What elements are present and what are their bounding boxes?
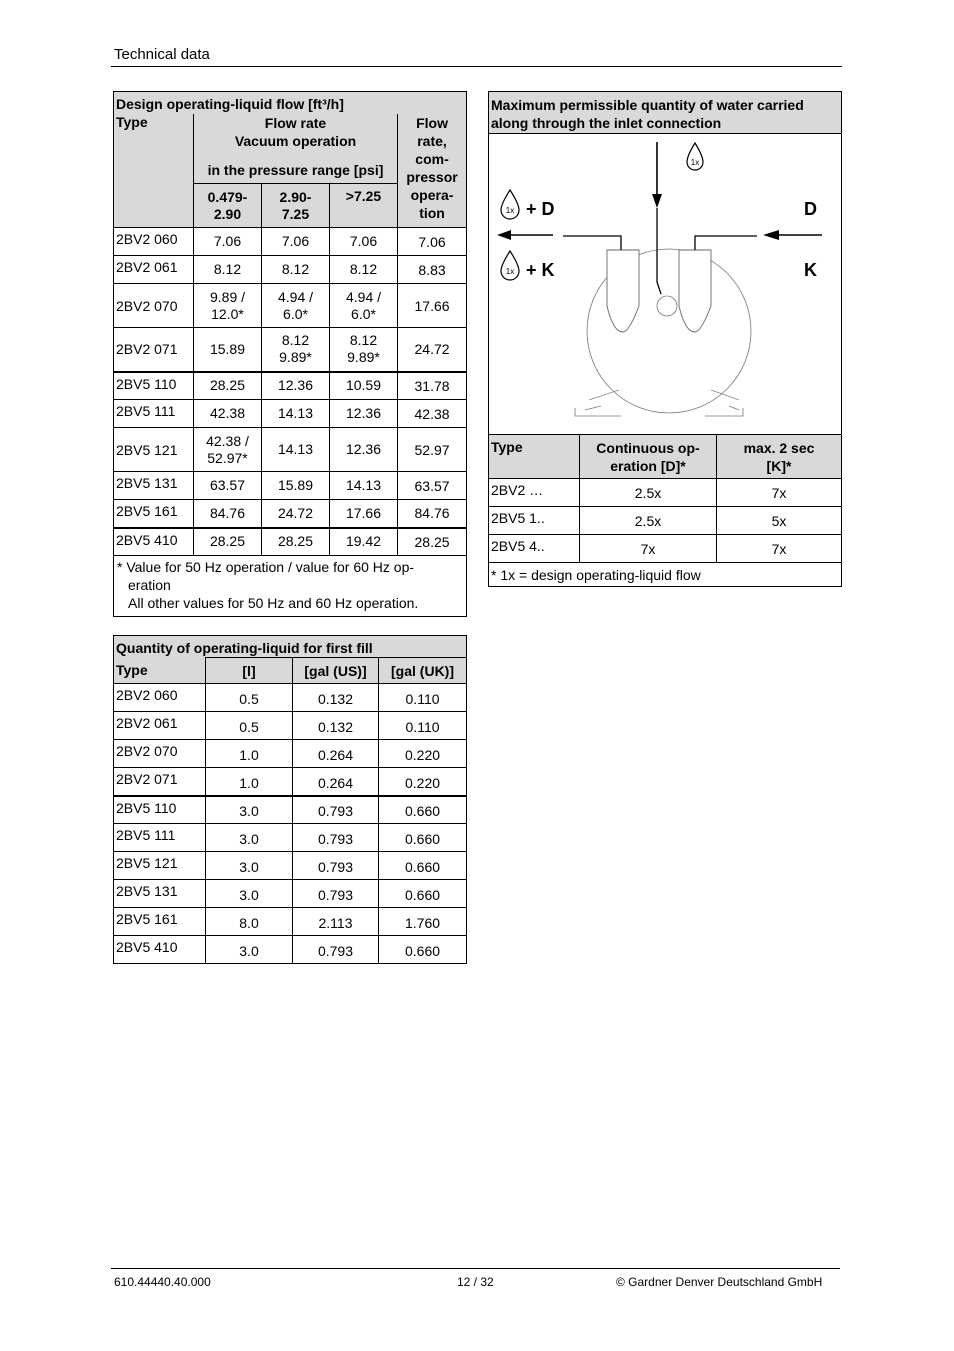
row-litres: 3.0 bbox=[206, 880, 293, 908]
header-line: Continuous op- bbox=[596, 439, 700, 456]
row-compressor-value: 63.57 bbox=[398, 472, 467, 500]
droplet-icon bbox=[687, 143, 703, 170]
row-compressor-value: 17.66 bbox=[398, 284, 467, 328]
row-gal-uk: 0.220 bbox=[379, 740, 467, 768]
row-range-3-value bbox=[330, 500, 398, 528]
table-row bbox=[114, 740, 467, 768]
pump-shaft bbox=[657, 296, 677, 316]
row-gal-us: 0.132 bbox=[293, 712, 379, 740]
row-type: 2BV2 071 bbox=[114, 328, 194, 372]
droplet-label: 1x bbox=[505, 206, 515, 215]
label-plus-k: + K bbox=[526, 260, 555, 280]
note-line-1a: Value for 50 Hz operation / value for 60 Hz op- bbox=[126, 559, 415, 575]
flow-col-type-spacer bbox=[114, 158, 194, 184]
footer-copyright: © Gardner Denver Deutschland GmbH bbox=[616, 1275, 823, 1289]
row-type: 2BV2 061 bbox=[114, 712, 206, 740]
table-row bbox=[114, 328, 467, 372]
header-divider bbox=[111, 66, 842, 67]
row-range-2-value-line: 24.72 bbox=[277, 504, 314, 521]
table-row bbox=[114, 472, 467, 500]
row-range-2-value-line: 6.0* bbox=[283, 305, 308, 322]
row-range-2-value-line: 14.13 bbox=[277, 441, 314, 457]
row-type: 2BV5 1.. bbox=[489, 507, 580, 535]
water-col-type: Type bbox=[489, 435, 580, 479]
row-type: 2BV5 131 bbox=[114, 472, 194, 500]
row-compressor-value: 28.25 bbox=[398, 528, 467, 556]
row-gal-us: 0.793 bbox=[293, 824, 379, 852]
row-gal-us: 0.793 bbox=[293, 852, 379, 880]
row-range-2-value-line: 8.12 bbox=[281, 261, 310, 277]
water-carryover-table bbox=[488, 91, 842, 587]
table-row bbox=[114, 428, 467, 472]
flow-col-type-spacer bbox=[114, 184, 194, 228]
flow-table-note bbox=[114, 556, 467, 617]
row-type: 2BV5 121 bbox=[114, 428, 194, 472]
row-range-3-value bbox=[330, 228, 398, 256]
row-litres: 1.0 bbox=[206, 768, 293, 796]
table-row bbox=[114, 908, 467, 936]
row-range-1-value-line: 15.89 bbox=[209, 340, 246, 357]
flow-col-flow-rate: Flow rate bbox=[264, 114, 327, 131]
row-gal-us: 0.793 bbox=[293, 936, 379, 964]
row-range-2-value bbox=[262, 328, 330, 372]
row-range-2-value-line: 9.89* bbox=[279, 349, 312, 366]
row-range-2-value bbox=[262, 372, 330, 400]
row-compressor-value: 31.78 bbox=[398, 372, 467, 400]
left-connection-pipe bbox=[563, 236, 621, 250]
row-litres: 1.0 bbox=[206, 740, 293, 768]
row-range-1-value bbox=[194, 256, 262, 284]
water-table-body bbox=[489, 479, 842, 563]
row-range-2-value bbox=[262, 228, 330, 256]
row-range-3-value-line: 12.36 bbox=[345, 441, 382, 457]
row-type: 2BV5 110 bbox=[114, 796, 206, 824]
table-row bbox=[114, 372, 467, 400]
row-compressor-value: 52.97 bbox=[398, 428, 467, 472]
row-type: 2BV2 071 bbox=[114, 768, 206, 796]
row-range-1-value-line: 42.38 bbox=[209, 405, 246, 421]
row-type: 2BV5 4.. bbox=[489, 535, 580, 563]
row-type: 2BV2 061 bbox=[114, 256, 194, 284]
fill-col-gal-us: [gal (US)] bbox=[293, 658, 379, 684]
row-range-1-value-line: 8.12 bbox=[213, 261, 242, 277]
row-range-2-value bbox=[262, 284, 330, 328]
right-connection-pipe bbox=[695, 236, 757, 250]
row-range-2-value bbox=[262, 528, 330, 556]
table-row bbox=[114, 712, 467, 740]
row-compressor-value: 42.38 bbox=[398, 400, 467, 428]
table-row bbox=[114, 768, 467, 796]
footer-doc-number: 610.44440.40.000 bbox=[114, 1275, 211, 1289]
fill-table-title: Quantity of operating-liquid for first fill bbox=[114, 636, 467, 658]
row-gal-us: 0.793 bbox=[293, 880, 379, 908]
row-range-3-value bbox=[330, 284, 398, 328]
table-row bbox=[114, 936, 467, 964]
row-gal-uk: 0.660 bbox=[379, 824, 467, 852]
row-litres: 3.0 bbox=[206, 796, 293, 824]
footer-divider bbox=[111, 1268, 840, 1269]
table-row bbox=[489, 479, 842, 507]
row-range-1-value-line: 52.97* bbox=[207, 449, 248, 466]
row-range-3-value bbox=[330, 256, 398, 284]
water-col-continuous bbox=[580, 435, 717, 479]
row-range-3-value-line: 7.06 bbox=[349, 233, 378, 249]
inlet-arrow-head bbox=[652, 194, 662, 208]
row-range-1-value bbox=[194, 428, 262, 472]
label-k: K bbox=[804, 260, 817, 280]
row-type: 2BV5 161 bbox=[114, 500, 194, 528]
left-arrow-head bbox=[497, 230, 511, 240]
row-range-3-value-line: 10.59 bbox=[345, 377, 382, 394]
flow-col-pressure-range: in the pressure range [psi] bbox=[194, 158, 398, 184]
table-row bbox=[114, 284, 467, 328]
row-type: 2BV5 131 bbox=[114, 880, 206, 908]
row-range-1-value-line: 28.25 bbox=[209, 377, 246, 394]
row-litres: 8.0 bbox=[206, 908, 293, 936]
row-gal-uk: 1.760 bbox=[379, 908, 467, 936]
fill-col-litres: [l] bbox=[206, 658, 293, 684]
row-range-1-value bbox=[194, 528, 262, 556]
right-arrow-head bbox=[763, 230, 779, 240]
compressor-header-line: opera- bbox=[410, 186, 454, 203]
flow-range-1 bbox=[194, 184, 262, 228]
row-type: 2BV5 111 bbox=[114, 400, 194, 428]
row-type: 2BV5 110 bbox=[114, 372, 194, 400]
row-range-1-value bbox=[194, 472, 262, 500]
fill-col-type: Type bbox=[114, 658, 206, 684]
row-litres: 0.5 bbox=[206, 712, 293, 740]
row-range-1-value-line: 12.0* bbox=[211, 305, 244, 322]
droplet-icon bbox=[501, 251, 519, 280]
label-d: D bbox=[804, 199, 817, 219]
row-continuous: 7x bbox=[580, 535, 717, 563]
table-row bbox=[114, 500, 467, 528]
table-row bbox=[114, 228, 467, 256]
flow-col-type: Type bbox=[114, 114, 194, 158]
water-table-note: * 1x = design operating-liquid flow bbox=[489, 563, 842, 587]
flow-table-title: Design operating-liquid flow [ft³/h] bbox=[114, 92, 467, 114]
row-range-3-value-line: 6.0* bbox=[351, 305, 376, 322]
table-row bbox=[114, 824, 467, 852]
pump-base-lines bbox=[589, 390, 739, 400]
droplet-label: 1x bbox=[690, 158, 700, 167]
range-line: >7.25 bbox=[345, 188, 382, 204]
row-litres: 3.0 bbox=[206, 852, 293, 880]
compressor-header-line: Flow bbox=[416, 114, 448, 131]
row-gal-us: 2.113 bbox=[293, 908, 379, 936]
header-line: [K]* bbox=[766, 457, 792, 474]
row-range-3-value-line: 14.13 bbox=[345, 477, 382, 493]
row-gal-us: 0.264 bbox=[293, 768, 379, 796]
droplet-icon bbox=[501, 190, 519, 219]
flow-range-3 bbox=[330, 184, 398, 228]
fill-table-body bbox=[114, 684, 467, 964]
table-row bbox=[114, 880, 467, 908]
row-range-1-value bbox=[194, 284, 262, 328]
row-range-3-value-line: 19.42 bbox=[345, 533, 382, 550]
table-row bbox=[114, 684, 467, 712]
row-range-2-value-line: 7.06 bbox=[281, 233, 310, 249]
row-compressor-value: 7.06 bbox=[398, 228, 467, 256]
header-line: max. 2 sec bbox=[743, 439, 815, 456]
compressor-header-line: pressor bbox=[406, 168, 458, 185]
row-range-1-value-line: 28.25 bbox=[209, 533, 246, 550]
row-compressor-value: 8.83 bbox=[398, 256, 467, 284]
row-range-2-value-line: 12.36 bbox=[277, 377, 314, 394]
row-type: 2BV5 161 bbox=[114, 908, 206, 936]
table-row bbox=[114, 400, 467, 428]
note-line-2: All other values for 50 Hz and 60 Hz operation. bbox=[128, 595, 419, 611]
row-max-2sec: 5x bbox=[717, 507, 842, 535]
row-range-2-value-line: 15.89 bbox=[277, 477, 314, 493]
compressor-header-line: tion bbox=[419, 204, 445, 221]
row-type: 2BV2 070 bbox=[114, 284, 194, 328]
table-row bbox=[489, 507, 842, 535]
flow-col-compressor bbox=[398, 114, 467, 228]
water-title-line-2: along through the inlet connection bbox=[491, 114, 722, 131]
liquid-ring-pump-drawing bbox=[489, 134, 840, 434]
row-range-1-value-line: 63.57 bbox=[209, 477, 246, 493]
row-range-1-value bbox=[194, 372, 262, 400]
row-range-3-value bbox=[330, 428, 398, 472]
fill-col-gal-uk: [gal (UK)] bbox=[379, 658, 467, 684]
row-range-2-value-line: 4.94 / bbox=[277, 288, 314, 305]
row-range-1-value bbox=[194, 228, 262, 256]
row-compressor-value: 24.72 bbox=[398, 328, 467, 372]
row-range-3-value-line: 17.66 bbox=[345, 504, 382, 521]
table-row bbox=[114, 796, 467, 824]
pump-cylinder-left bbox=[607, 250, 639, 332]
compressor-header-line: rate, bbox=[417, 132, 447, 149]
first-fill-table bbox=[113, 635, 467, 964]
row-range-3-value bbox=[330, 372, 398, 400]
row-range-2-value bbox=[262, 428, 330, 472]
pump-foot-right bbox=[705, 406, 743, 416]
row-range-1-value-line: 9.89 / bbox=[209, 288, 246, 305]
row-gal-uk: 0.660 bbox=[379, 880, 467, 908]
water-table-title bbox=[489, 92, 842, 134]
table-row bbox=[114, 852, 467, 880]
row-range-1-value-line: 7.06 bbox=[213, 233, 242, 249]
row-type: 2BV5 410 bbox=[114, 528, 194, 556]
row-litres: 3.0 bbox=[206, 936, 293, 964]
inlet-pipe bbox=[657, 208, 661, 294]
row-gal-uk: 0.110 bbox=[379, 684, 467, 712]
row-range-3-value-line: 4.94 / bbox=[345, 288, 382, 305]
row-type: 2BV5 121 bbox=[114, 852, 206, 880]
row-range-2-value-line: 14.13 bbox=[277, 405, 314, 421]
row-litres: 0.5 bbox=[206, 684, 293, 712]
row-range-1-value-line: 84.76 bbox=[209, 504, 246, 521]
range-line: 7.25 bbox=[281, 205, 310, 222]
note-line-1b: eration bbox=[128, 577, 171, 593]
row-gal-us: 0.264 bbox=[293, 740, 379, 768]
flow-rate-table bbox=[113, 91, 467, 617]
row-range-1-value bbox=[194, 328, 262, 372]
pump-cylinder-right bbox=[679, 250, 711, 332]
row-type: 2BV2 060 bbox=[114, 228, 194, 256]
row-max-2sec: 7x bbox=[717, 535, 842, 563]
row-continuous: 2.5x bbox=[580, 479, 717, 507]
row-range-1-value bbox=[194, 500, 262, 528]
water-title-line-1: Maximum permissible quantity of water carried bbox=[491, 96, 804, 113]
row-litres: 3.0 bbox=[206, 824, 293, 852]
row-range-1-value-line: 42.38 / bbox=[206, 432, 249, 449]
row-continuous: 2.5x bbox=[580, 507, 717, 535]
range-line: 2.90 bbox=[213, 205, 242, 222]
row-gal-uk: 0.660 bbox=[379, 852, 467, 880]
flow-table-body bbox=[114, 228, 467, 556]
page-header-title: Technical data bbox=[114, 46, 210, 63]
row-compressor-value: 84.76 bbox=[398, 500, 467, 528]
range-line: 0.479- bbox=[207, 188, 248, 205]
flow-range-2 bbox=[262, 184, 330, 228]
row-range-3-value bbox=[330, 328, 398, 372]
header-line: eration [D]* bbox=[610, 457, 686, 474]
table-row bbox=[489, 535, 842, 563]
row-range-3-value-line: 8.12 bbox=[349, 261, 378, 277]
label-plus-d: + D bbox=[526, 199, 555, 219]
row-range-3-value-line: 12.36 bbox=[345, 405, 382, 421]
row-range-1-value bbox=[194, 400, 262, 428]
row-gal-uk: 0.220 bbox=[379, 768, 467, 796]
row-range-2-value bbox=[262, 400, 330, 428]
droplet-label: 1x bbox=[505, 267, 515, 276]
row-type: 2BV2 070 bbox=[114, 740, 206, 768]
row-type: 2BV2 060 bbox=[114, 684, 206, 712]
row-range-3-value-line: 9.89* bbox=[347, 349, 380, 366]
row-range-3-value bbox=[330, 400, 398, 428]
row-max-2sec: 7x bbox=[717, 479, 842, 507]
row-range-3-value-line: 8.12 bbox=[349, 332, 378, 349]
row-range-2-value bbox=[262, 472, 330, 500]
range-line: 2.90- bbox=[279, 188, 312, 205]
row-type: 2BV2 … bbox=[489, 479, 580, 507]
row-range-2-value bbox=[262, 256, 330, 284]
footer-page-number: 12 / 32 bbox=[457, 1275, 494, 1289]
row-type: 2BV5 410 bbox=[114, 936, 206, 964]
row-type: 2BV5 111 bbox=[114, 824, 206, 852]
row-range-2-value-line: 28.25 bbox=[277, 533, 314, 550]
row-gal-uk: 0.660 bbox=[379, 936, 467, 964]
row-range-3-value bbox=[330, 528, 398, 556]
flow-col-vacuum-header bbox=[194, 114, 398, 158]
compressor-header-line: com- bbox=[415, 150, 449, 167]
table-row bbox=[114, 256, 467, 284]
water-col-max-2sec bbox=[717, 435, 842, 479]
row-gal-uk: 0.110 bbox=[379, 712, 467, 740]
row-gal-us: 0.793 bbox=[293, 796, 379, 824]
note-star: * bbox=[117, 559, 123, 575]
pump-drawing-cell bbox=[489, 134, 842, 435]
row-gal-us: 0.132 bbox=[293, 684, 379, 712]
pump-foot-left bbox=[575, 406, 621, 416]
row-range-2-value-line: 8.12 bbox=[281, 332, 310, 349]
row-range-2-value bbox=[262, 500, 330, 528]
table-row bbox=[114, 528, 467, 556]
row-range-3-value bbox=[330, 472, 398, 500]
flow-col-vacuum-operation: Vacuum operation bbox=[234, 132, 357, 149]
row-gal-uk: 0.660 bbox=[379, 796, 467, 824]
